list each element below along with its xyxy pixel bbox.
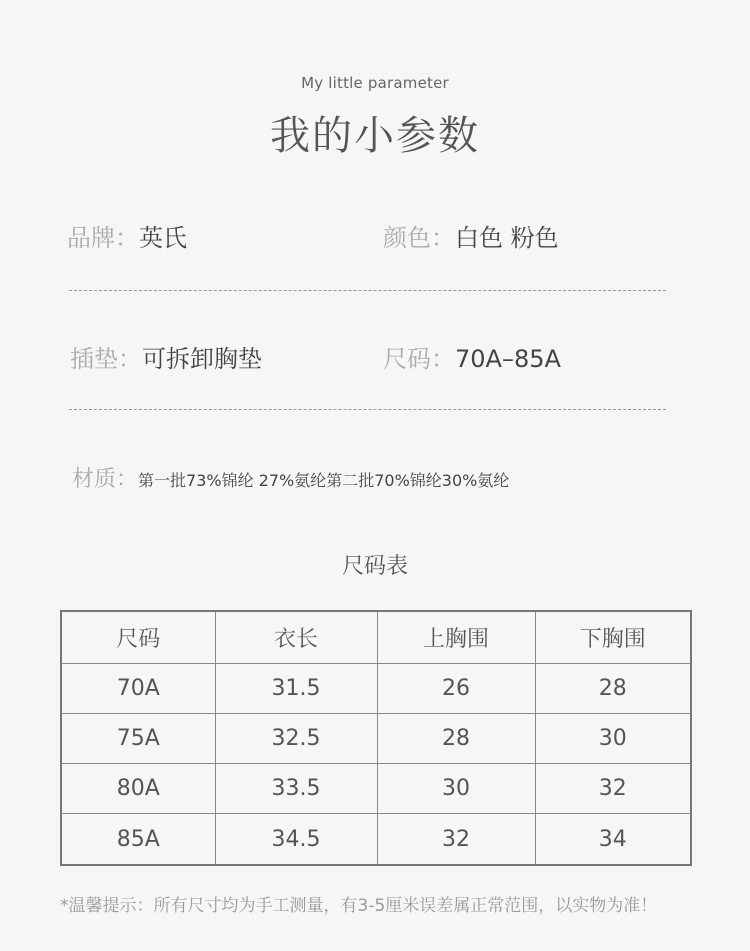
- table-cell: 34.5: [215, 814, 377, 865]
- param-pad: [70, 339, 262, 374]
- size-table-title: 尺码表: [341, 554, 408, 579]
- table-cell: 32: [535, 764, 691, 814]
- divider: [69, 409, 666, 410]
- param-size-value: 70A–85A: [455, 345, 561, 373]
- param-brand-value: 英氏: [139, 224, 187, 252]
- table-cell: 75A: [61, 713, 215, 763]
- divider: [69, 290, 666, 291]
- table-cell: 85A: [61, 814, 215, 865]
- param-size: [383, 339, 561, 374]
- param-color-value: 白色 粉色: [455, 224, 559, 252]
- table-header-cell: 上胸围: [377, 611, 535, 663]
- table-cell: 32.5: [215, 713, 377, 763]
- table-cell: 34: [535, 814, 691, 865]
- param-pad-label: 插垫：: [70, 345, 142, 373]
- table-row: [61, 764, 691, 814]
- table-header-cell: 衣长: [215, 611, 377, 663]
- param-material-value: 第一批73%锦纶 27%氨纶第二批70%锦纶30%氨纶: [138, 471, 510, 490]
- table-cell: 80A: [61, 764, 215, 814]
- param-material-label: 材质：: [72, 467, 139, 492]
- table-cell: 28: [535, 663, 691, 713]
- table-row: [61, 713, 691, 763]
- table-cell: 26: [377, 663, 535, 713]
- param-color-label: 颜色：: [383, 224, 455, 252]
- table-header-cell: 尺码: [61, 611, 215, 663]
- measurement-note: *温馨提示：所有尺寸均为手工测量，有3-5厘米误差属正常范围，以实物为准！: [60, 896, 658, 916]
- table-cell: 28: [377, 713, 535, 763]
- table-cell: 30: [535, 713, 691, 763]
- table-row: [61, 814, 691, 865]
- param-color: [383, 218, 559, 253]
- table-header-row: [61, 611, 691, 663]
- param-size-label: 尺码：: [383, 345, 455, 373]
- table-header-cell: 下胸围: [535, 611, 691, 663]
- table-cell: 31.5: [215, 663, 377, 713]
- table-cell: 32: [377, 814, 535, 865]
- table-cell: 33.5: [215, 764, 377, 814]
- page-title: 我的小参数: [270, 113, 480, 159]
- param-pad-value: 可拆卸胸垫: [142, 345, 262, 373]
- subtitle: My little parameter: [301, 74, 449, 92]
- param-brand-label: 品牌：: [67, 224, 139, 252]
- param-brand: [67, 218, 187, 253]
- table-row: [61, 663, 691, 713]
- param-material: [72, 462, 509, 493]
- table-cell: 70A: [61, 663, 215, 713]
- table-cell: 30: [377, 764, 535, 814]
- size-table: [60, 610, 692, 866]
